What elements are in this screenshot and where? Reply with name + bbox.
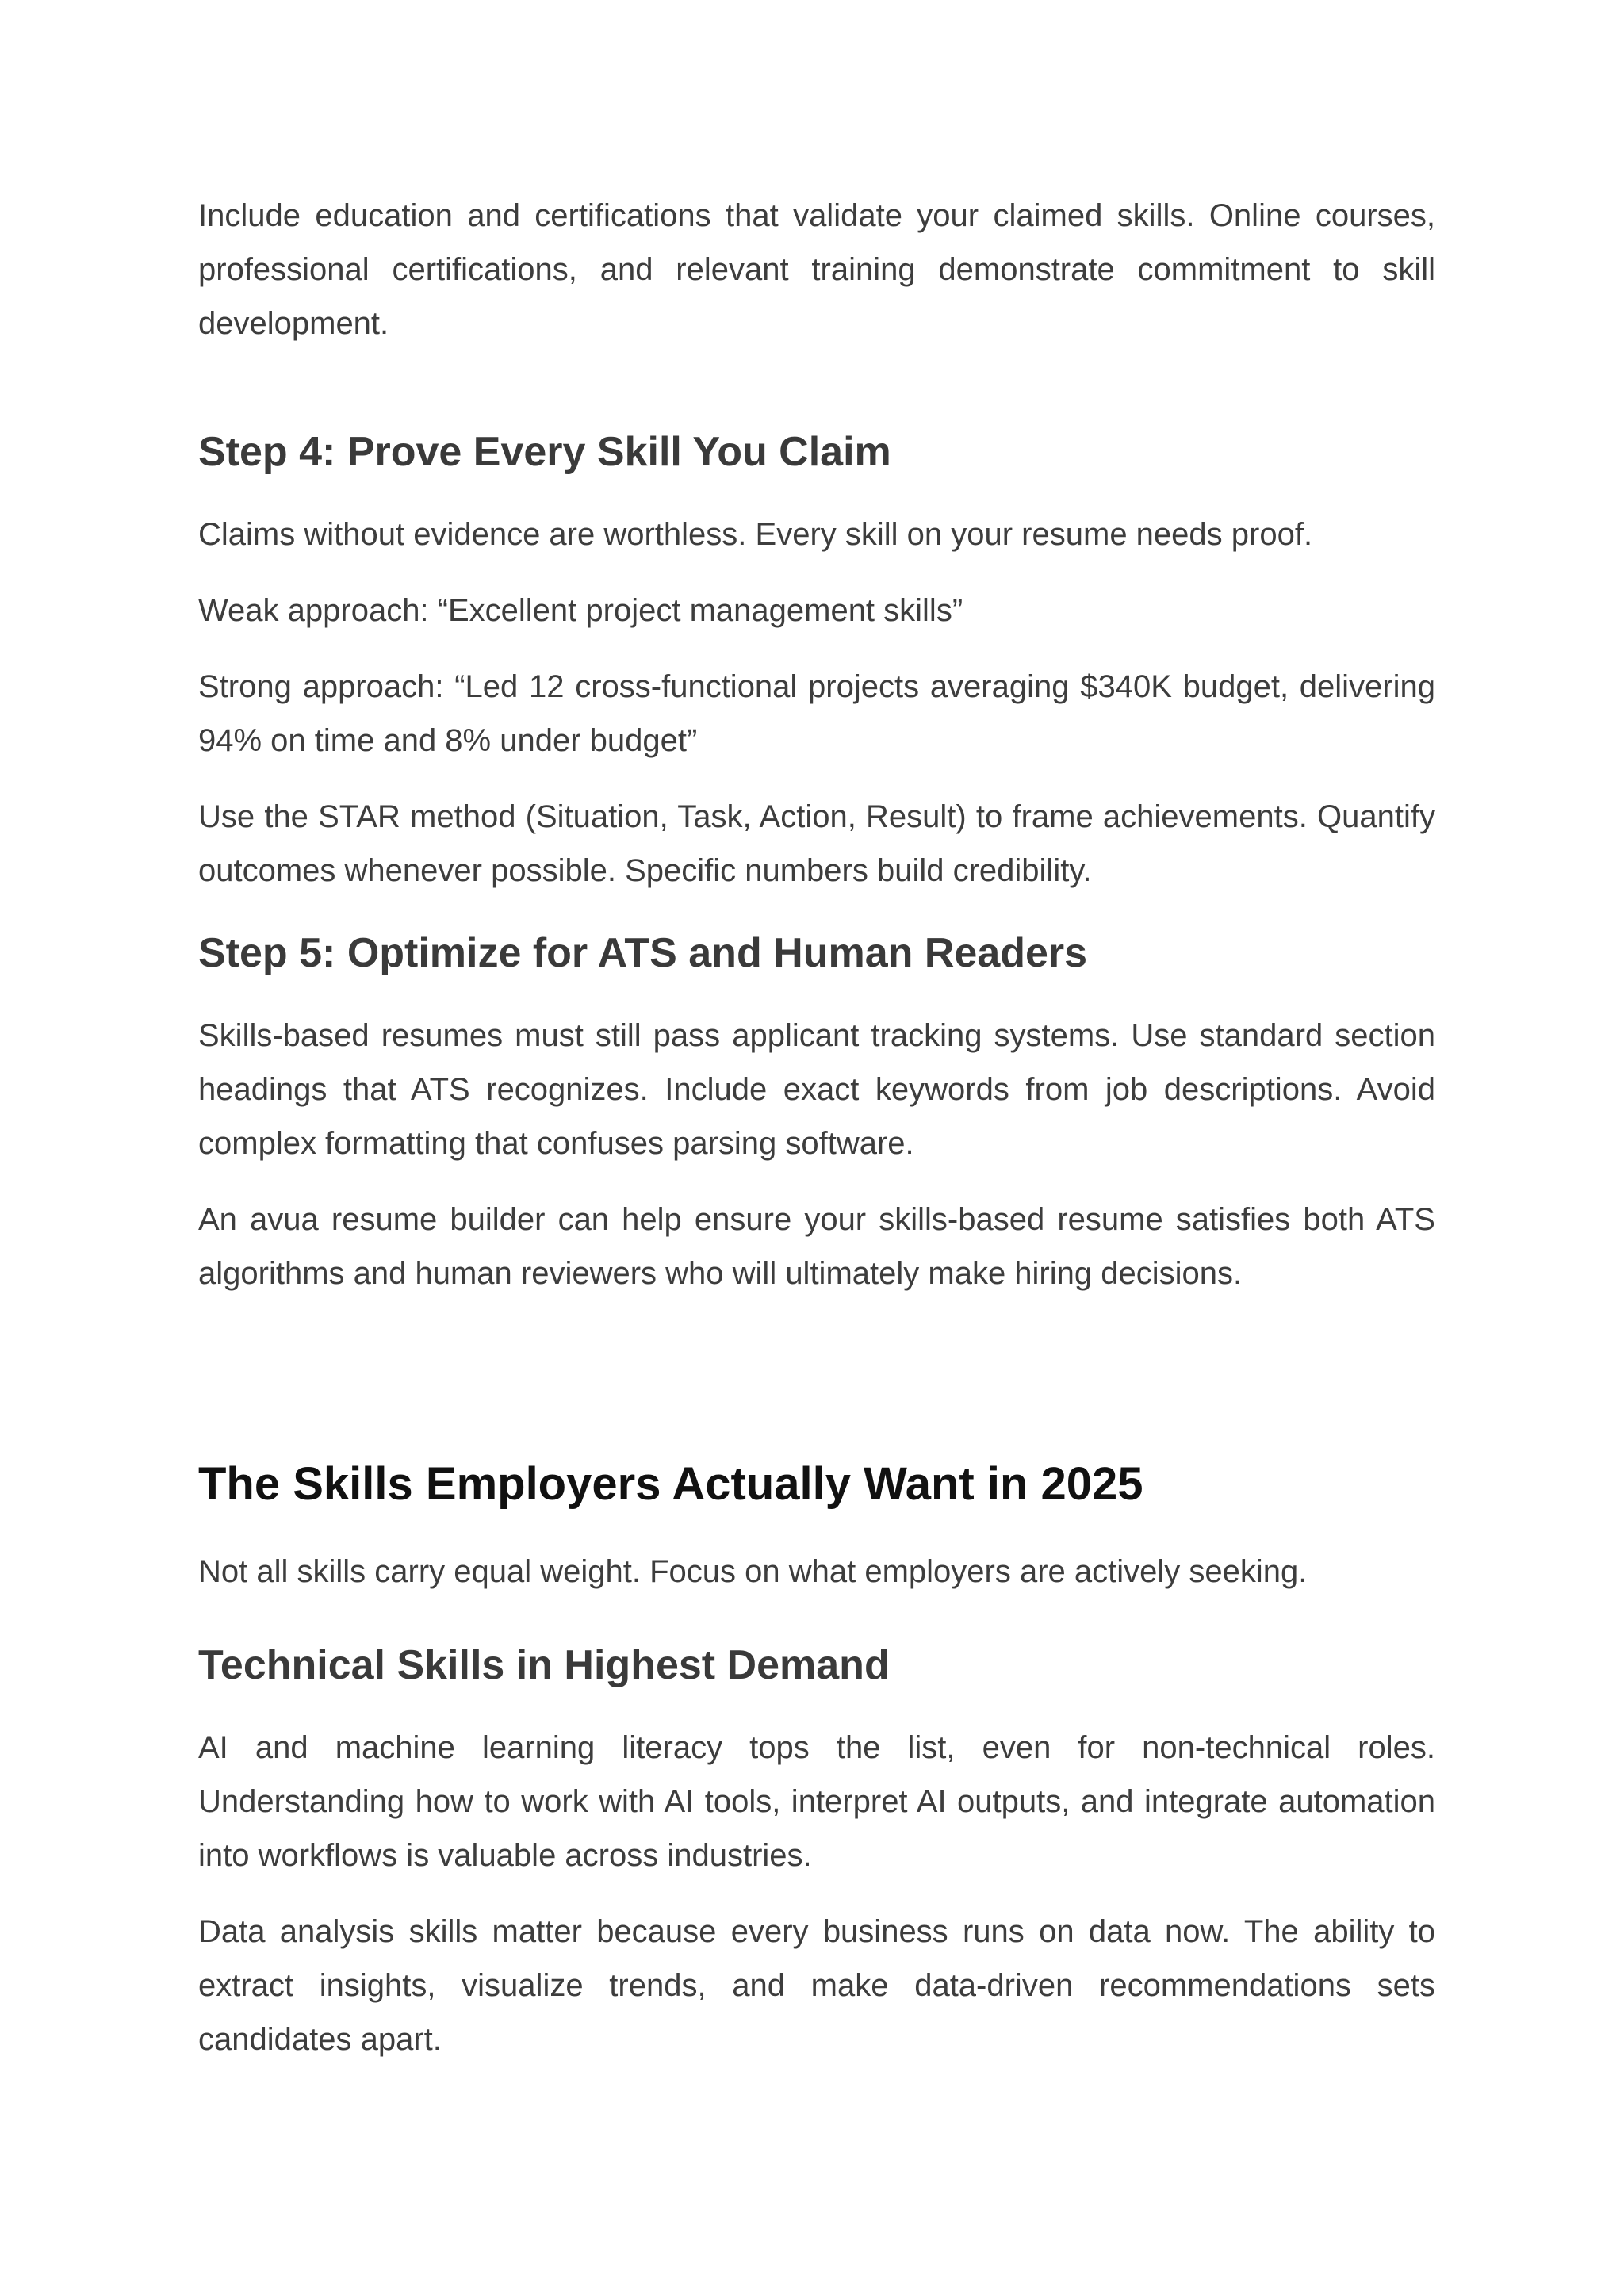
paragraph-equal-weight: Not all skills carry equal weight. Focus on what employers are actively seeking. [198,1554,1308,1589]
heading-step-5: Step 5: Optimize for ATS and Human Readers [198,930,1088,976]
document-page [198,189,1435,2066]
paragraph-education-certifications: Include education and certifications that validate your claimed skills. Online courses, professional certifications, and relevant training demonstrate commitment to skill development. [198,198,1435,341]
paragraph-claims-evidence: Claims without evidence are worthless. Every skill on your resume needs proof. [198,517,1313,552]
paragraph-star-method: Use the STAR method (Situation, Task, Action, Result) to frame achievements. Quantify outcomes whenever possible. Specific numbers build credibility. [198,799,1435,888]
paragraph-ai-ml-literacy: AI and machine learning literacy tops the list, even for non-technical roles. Understanding how to work with AI tools, interpret AI outputs, and integrate automation into workflows is valuable across industries. [198,1730,1435,1873]
paragraph-ats: Skills-based resumes must still pass applicant tracking systems. Use standard section headings that ATS recognizes. Include exact keywords from job descriptions. Avoid complex formatting that confuses parsing software. [198,1018,1435,1161]
paragraph-strong-approach: Strong approach: “Led 12 cross-functional projects averaging $340K budget, delivering 94% on time and 8% under budget” [198,669,1435,758]
heading-skills-employers-want: The Skills Employers Actually Want in 2025 [198,1458,1143,1510]
paragraph-avua-builder: An avua resume builder can help ensure your skills-based resume satisfies both ATS algorithms and human reviewers who will ultimately make hiring decisions. [198,1202,1435,1291]
heading-technical-skills: Technical Skills in Highest Demand [198,1642,890,1688]
paragraph-weak-approach: Weak approach: “Excellent project management skills” [198,593,963,628]
heading-step-4: Step 4: Prove Every Skill You Claim [198,429,891,475]
paragraph-data-analysis: Data analysis skills matter because every business runs on data now. The ability to extract insights, visualize trends, and make data-driven recommendations sets candidates apart. [198,1914,1435,2057]
